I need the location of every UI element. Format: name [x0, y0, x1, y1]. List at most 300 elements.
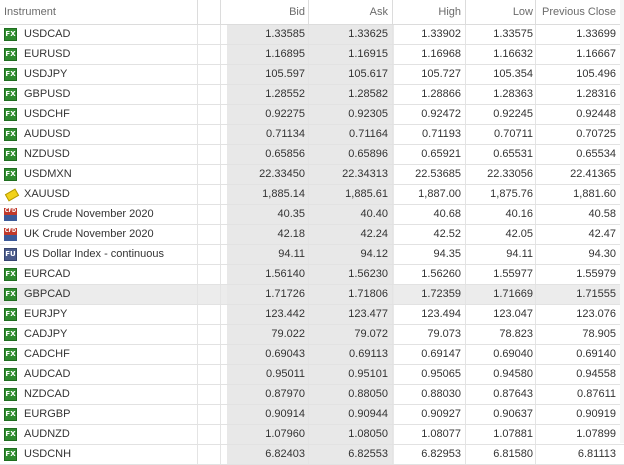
low-price: 22.33056: [487, 168, 533, 180]
fx-icon: FX: [4, 328, 17, 341]
column-header-previous-close[interactable]: Previous Close: [542, 6, 616, 18]
column-divider: [535, 165, 536, 184]
previous-close: 78.905: [582, 328, 616, 340]
column-divider: [465, 85, 466, 104]
cfd-icon: CFD: [4, 228, 17, 241]
low-price: 0.90637: [493, 408, 533, 420]
instrument-name: EURJPY: [24, 308, 68, 320]
column-divider: [197, 65, 198, 84]
ask-price[interactable]: 22.34313: [311, 165, 394, 184]
column-divider: [220, 405, 221, 424]
table-row[interactable]: [0, 225, 624, 245]
column-divider: [308, 365, 309, 384]
fx-icon: FX: [4, 88, 17, 101]
bid-price[interactable]: 123.442: [227, 305, 311, 324]
low-price: 78.823: [499, 328, 533, 340]
column-divider: [220, 345, 221, 364]
column-divider: [465, 65, 466, 84]
table-row[interactable]: [0, 105, 624, 125]
column-divider: [220, 305, 221, 324]
low-price: 1.55977: [493, 268, 533, 280]
bid-price[interactable]: 6.82403: [227, 445, 311, 464]
ask-price[interactable]: 1.33625: [311, 25, 394, 44]
column-divider: [220, 105, 221, 124]
fx-icon: FX: [4, 428, 17, 441]
previous-close: 1.55979: [576, 268, 616, 280]
previous-close: 1.33699: [576, 28, 616, 40]
column-divider: [465, 125, 466, 144]
low-price: 0.69040: [493, 348, 533, 360]
column-divider: [392, 385, 393, 404]
column-divider: [308, 405, 309, 424]
bid-price[interactable]: 1.28552: [227, 85, 311, 104]
column-divider: [392, 145, 393, 164]
high-price: 0.92472: [421, 108, 461, 120]
column-divider: [220, 265, 221, 284]
column-divider: [308, 25, 309, 44]
column-divider: [392, 125, 393, 144]
column-divider: [535, 285, 536, 304]
table-row[interactable]: [0, 185, 624, 205]
ask-price[interactable]: 0.88050: [311, 385, 394, 404]
low-price: 0.94580: [493, 368, 533, 380]
column-divider: [308, 45, 309, 64]
column-divider: [535, 125, 536, 144]
instrument-name: AUDUSD: [24, 128, 71, 140]
instrument-name: USDCHF: [24, 108, 70, 120]
table-row[interactable]: [0, 145, 624, 165]
column-divider: [535, 265, 536, 284]
instrument-name: UK Crude November 2020: [24, 228, 154, 240]
column-divider: [465, 365, 466, 384]
column-divider: [465, 45, 466, 64]
column-divider: [220, 145, 221, 164]
column-divider: [197, 185, 198, 204]
ask-price[interactable]: 0.95101: [311, 365, 394, 384]
fx-icon: FX: [4, 388, 17, 401]
column-divider: [392, 365, 393, 384]
column-divider: [392, 45, 393, 64]
column-divider: [220, 205, 221, 224]
column-divider: [197, 365, 198, 384]
bid-price[interactable]: 1.33585: [227, 25, 311, 44]
ask-price[interactable]: 1,885.61: [311, 185, 394, 204]
column-divider: [308, 265, 309, 284]
column-divider: [535, 405, 536, 424]
high-price: 1.08077: [421, 428, 461, 440]
column-divider: [465, 225, 466, 244]
previous-close: 123.076: [576, 308, 616, 320]
fx-icon: FX: [4, 28, 17, 41]
table-row[interactable]: [0, 165, 624, 185]
high-price: 0.69147: [421, 348, 461, 360]
column-divider: [197, 165, 198, 184]
column-header-instrument[interactable]: Instrument: [4, 6, 56, 18]
ask-price[interactable]: 0.92305: [311, 105, 394, 124]
column-divider: [308, 125, 309, 144]
ask-price[interactable]: 0.71164: [311, 125, 394, 144]
bid-price[interactable]: 22.33450: [227, 165, 311, 184]
column-divider: [392, 205, 393, 224]
bid-price[interactable]: 105.597: [227, 65, 311, 84]
fx-icon: FX: [4, 268, 17, 281]
column-divider: [535, 325, 536, 344]
table-row[interactable]: [0, 305, 624, 325]
column-divider: [308, 285, 309, 304]
ask-price[interactable]: 0.65896: [311, 145, 394, 164]
column-header-high[interactable]: High: [438, 6, 461, 18]
ask-price[interactable]: 1.56230: [311, 265, 394, 284]
column-divider: [465, 165, 466, 184]
previous-close: 0.94558: [576, 368, 616, 380]
instrument-name: EURCAD: [24, 268, 71, 280]
column-divider: [465, 105, 466, 124]
bid-price[interactable]: 1.56140: [227, 265, 311, 284]
fx-icon: FX: [4, 408, 17, 421]
low-price: 6.81580: [493, 448, 533, 460]
column-divider: [465, 325, 466, 344]
column-divider: [220, 25, 221, 44]
column-divider[interactable]: [308, 0, 309, 24]
column-divider: [308, 65, 309, 84]
high-price: 1.72359: [421, 288, 461, 300]
ask-price[interactable]: 40.40: [311, 205, 394, 224]
ask-price[interactable]: 6.82553: [311, 445, 394, 464]
bid-price[interactable]: 1.16895: [227, 45, 311, 64]
table-body: [0, 25, 624, 465]
column-divider: [392, 405, 393, 424]
column-divider: [220, 285, 221, 304]
instrument-name: CADCHF: [24, 348, 70, 360]
ask-price[interactable]: 1.71806: [311, 285, 394, 304]
high-price: 0.90927: [421, 408, 461, 420]
table-row[interactable]: [0, 45, 624, 65]
column-divider: [392, 425, 393, 444]
column-divider: [308, 165, 309, 184]
column-divider: [465, 145, 466, 164]
high-price: 40.68: [433, 208, 461, 220]
column-divider: [220, 445, 221, 464]
column-divider: [392, 105, 393, 124]
low-price: 1,875.76: [490, 188, 533, 200]
previous-close: 94.30: [588, 248, 616, 260]
column-divider: [197, 125, 198, 144]
instrument-name: USDJPY: [24, 68, 68, 80]
low-price: 0.70711: [494, 128, 533, 140]
previous-close: 6.81113: [577, 448, 616, 460]
table-row[interactable]: [0, 445, 624, 465]
fx-icon: FX: [4, 288, 17, 301]
column-divider: [197, 25, 198, 44]
column-divider: [465, 425, 466, 444]
table-row[interactable]: [0, 25, 624, 45]
column-divider: [197, 405, 198, 424]
high-price: 1.28866: [421, 88, 461, 100]
fx-icon: FX: [4, 128, 17, 141]
table-row[interactable]: [0, 385, 624, 405]
low-price: 123.047: [493, 308, 533, 320]
instrument-name: XAUUSD: [24, 188, 70, 200]
column-divider: [392, 305, 393, 324]
instrument-name: GBPUSD: [24, 88, 71, 100]
ask-price[interactable]: 105.617: [311, 65, 394, 84]
bid-price[interactable]: 0.87970: [227, 385, 311, 404]
column-divider: [535, 445, 536, 464]
column-divider[interactable]: [535, 0, 536, 24]
ask-price[interactable]: 123.477: [311, 305, 394, 324]
high-price: 1.16968: [421, 48, 461, 60]
high-price: 0.65921: [421, 148, 461, 160]
table-row[interactable]: [0, 85, 624, 105]
column-divider: [308, 245, 309, 264]
column-divider: [535, 145, 536, 164]
instrument-name: USDCAD: [24, 28, 71, 40]
high-price: 42.52: [433, 228, 461, 240]
gold-bar-icon: [4, 188, 17, 201]
previous-close: 1.07899: [576, 428, 616, 440]
bid-price[interactable]: 0.90914: [227, 405, 311, 424]
high-price: 6.82953: [421, 448, 461, 460]
table-row[interactable]: [0, 205, 624, 225]
column-divider: [535, 225, 536, 244]
column-divider: [220, 85, 221, 104]
column-divider: [197, 305, 198, 324]
instrument-name: US Dollar Index - continuous: [24, 248, 165, 260]
ask-price[interactable]: 0.90944: [311, 405, 394, 424]
column-divider: [220, 125, 221, 144]
column-divider: [197, 445, 198, 464]
high-price: 0.71193: [422, 128, 461, 140]
table-row[interactable]: [0, 125, 624, 145]
column-divider: [535, 345, 536, 364]
ask-price[interactable]: 42.24: [311, 225, 394, 244]
column-divider: [220, 165, 221, 184]
column-divider: [197, 245, 198, 264]
column-divider: [220, 65, 221, 84]
high-price: 123.494: [421, 308, 461, 320]
fx-icon: FX: [4, 348, 17, 361]
fx-icon: FX: [4, 448, 17, 461]
fx-icon: FX: [4, 48, 17, 61]
fx-icon: FX: [4, 168, 17, 181]
column-divider: [220, 425, 221, 444]
previous-close: 1.28316: [576, 88, 616, 100]
column-divider: [308, 225, 309, 244]
bid-price[interactable]: 94.11: [227, 245, 311, 264]
column-divider: [392, 445, 393, 464]
fx-icon: FX: [4, 68, 17, 81]
table-row[interactable]: [0, 405, 624, 425]
column-divider: [535, 65, 536, 84]
ask-price[interactable]: 94.12: [311, 245, 394, 264]
low-price: 0.92245: [493, 108, 533, 120]
high-price: 1.33902: [421, 28, 461, 40]
column-divider: [308, 325, 309, 344]
scrollbar[interactable]: [620, 0, 624, 443]
column-divider: [392, 345, 393, 364]
column-header-low[interactable]: Low: [512, 6, 533, 18]
column-divider: [535, 105, 536, 124]
column-divider: [465, 265, 466, 284]
column-divider: [197, 345, 198, 364]
low-price: 42.05: [505, 228, 533, 240]
column-header-ask[interactable]: Ask: [369, 6, 388, 18]
column-divider: [220, 325, 221, 344]
low-price: 1.07881: [493, 428, 533, 440]
low-price: 1.28363: [493, 88, 533, 100]
column-divider: [392, 245, 393, 264]
instrument-name: NZDUSD: [24, 148, 70, 160]
column-divider: [308, 145, 309, 164]
high-price: 0.95065: [421, 368, 461, 380]
previous-close: 1.16667: [576, 48, 616, 60]
previous-close: 40.58: [588, 208, 616, 220]
bid-price[interactable]: 0.65856: [227, 145, 311, 164]
fx-icon: FX: [4, 368, 17, 381]
previous-close: 22.41365: [570, 168, 616, 180]
column-header-bid[interactable]: Bid: [289, 6, 305, 18]
column-divider: [465, 185, 466, 204]
previous-close: 0.90919: [576, 408, 616, 420]
column-divider: [465, 345, 466, 364]
column-divider: [392, 165, 393, 184]
column-divider: [220, 365, 221, 384]
column-divider: [197, 85, 198, 104]
column-divider: [392, 285, 393, 304]
column-divider: [465, 405, 466, 424]
instrument-name: CADJPY: [24, 328, 68, 340]
high-price: 0.88030: [421, 388, 461, 400]
column-divider[interactable]: [220, 0, 221, 24]
table-row[interactable]: [0, 65, 624, 85]
column-divider: [308, 345, 309, 364]
bid-price[interactable]: 79.022: [227, 325, 311, 344]
low-price: 40.16: [505, 208, 533, 220]
instrument-name: USDMXN: [24, 168, 72, 180]
column-divider: [197, 425, 198, 444]
ask-price[interactable]: 0.69113: [311, 345, 394, 364]
column-divider: [308, 305, 309, 324]
ask-price[interactable]: 79.072: [311, 325, 394, 344]
bid-price[interactable]: 1,885.14: [227, 185, 311, 204]
column-divider: [465, 305, 466, 324]
column-divider: [465, 205, 466, 224]
bid-price[interactable]: 0.92275: [227, 105, 311, 124]
instrument-name: AUDCAD: [24, 368, 71, 380]
column-divider: [308, 385, 309, 404]
instrument-name: NZDCAD: [24, 388, 70, 400]
column-divider[interactable]: [392, 0, 393, 24]
column-divider: [197, 265, 198, 284]
column-divider: [197, 285, 198, 304]
bid-price[interactable]: 42.18: [227, 225, 311, 244]
column-divider: [535, 25, 536, 44]
high-price: 1.56260: [421, 268, 461, 280]
table-row[interactable]: [0, 425, 624, 445]
column-divider: [535, 385, 536, 404]
column-divider: [197, 205, 198, 224]
column-divider[interactable]: [197, 0, 198, 24]
ask-price[interactable]: 1.08050: [311, 425, 394, 444]
instrument-name: EURUSD: [24, 48, 71, 60]
column-divider: [308, 425, 309, 444]
low-price: 0.65531: [493, 148, 533, 160]
column-divider: [535, 205, 536, 224]
previous-close: 0.87611: [577, 388, 616, 400]
low-price: 0.87643: [493, 388, 533, 400]
bid-price[interactable]: 1.07960: [227, 425, 311, 444]
column-divider: [308, 85, 309, 104]
column-divider: [308, 185, 309, 204]
bid-price[interactable]: 0.71134: [227, 125, 311, 144]
column-divider: [392, 65, 393, 84]
bid-price[interactable]: 1.71726: [227, 285, 311, 304]
column-divider: [535, 85, 536, 104]
high-price: 105.727: [421, 68, 461, 80]
column-divider: [535, 305, 536, 324]
previous-close: 0.69140: [576, 348, 616, 360]
column-divider: [535, 245, 536, 264]
column-divider: [197, 385, 198, 404]
column-divider: [465, 245, 466, 264]
table-header: [0, 0, 624, 25]
bid-price[interactable]: 40.35: [227, 205, 311, 224]
column-divider: [197, 105, 198, 124]
column-divider: [308, 445, 309, 464]
column-divider: [220, 45, 221, 64]
table-row[interactable]: [0, 265, 624, 285]
bid-price[interactable]: 0.95011: [227, 365, 311, 384]
column-divider: [197, 45, 198, 64]
low-price: 94.11: [506, 248, 533, 260]
fx-icon: FX: [4, 108, 17, 121]
previous-close: 1,881.60: [573, 188, 616, 200]
column-divider: [392, 325, 393, 344]
low-price: 1.16632: [493, 48, 533, 60]
table-row[interactable]: [0, 345, 624, 365]
low-price: 1.33575: [493, 28, 533, 40]
previous-close: 0.92448: [576, 108, 616, 120]
column-divider: [535, 45, 536, 64]
table-row[interactable]: [0, 325, 624, 345]
column-divider: [220, 385, 221, 404]
instrument-name: AUDNZD: [24, 428, 70, 440]
column-divider: [465, 385, 466, 404]
column-divider: [308, 205, 309, 224]
table-row[interactable]: [0, 365, 624, 385]
low-price: 1.71669: [493, 288, 533, 300]
column-divider: [392, 25, 393, 44]
column-divider[interactable]: [465, 0, 466, 24]
table-row[interactable]: [0, 245, 624, 265]
column-divider: [465, 25, 466, 44]
column-divider: [465, 285, 466, 304]
column-divider: [197, 325, 198, 344]
high-price: 1,887.00: [418, 188, 461, 200]
bid-price[interactable]: 0.69043: [227, 345, 311, 364]
ask-price[interactable]: 1.28582: [311, 85, 394, 104]
instrument-name: GBPCAD: [24, 288, 71, 300]
column-divider: [220, 185, 221, 204]
column-divider: [308, 105, 309, 124]
high-price: 79.073: [427, 328, 461, 340]
instrument-name: USDCNH: [24, 448, 72, 460]
previous-close: 0.70725: [576, 128, 616, 140]
previous-close: 0.65534: [576, 148, 616, 160]
ask-price[interactable]: 1.16915: [311, 45, 394, 64]
table-row[interactable]: [0, 285, 624, 305]
column-divider: [465, 445, 466, 464]
